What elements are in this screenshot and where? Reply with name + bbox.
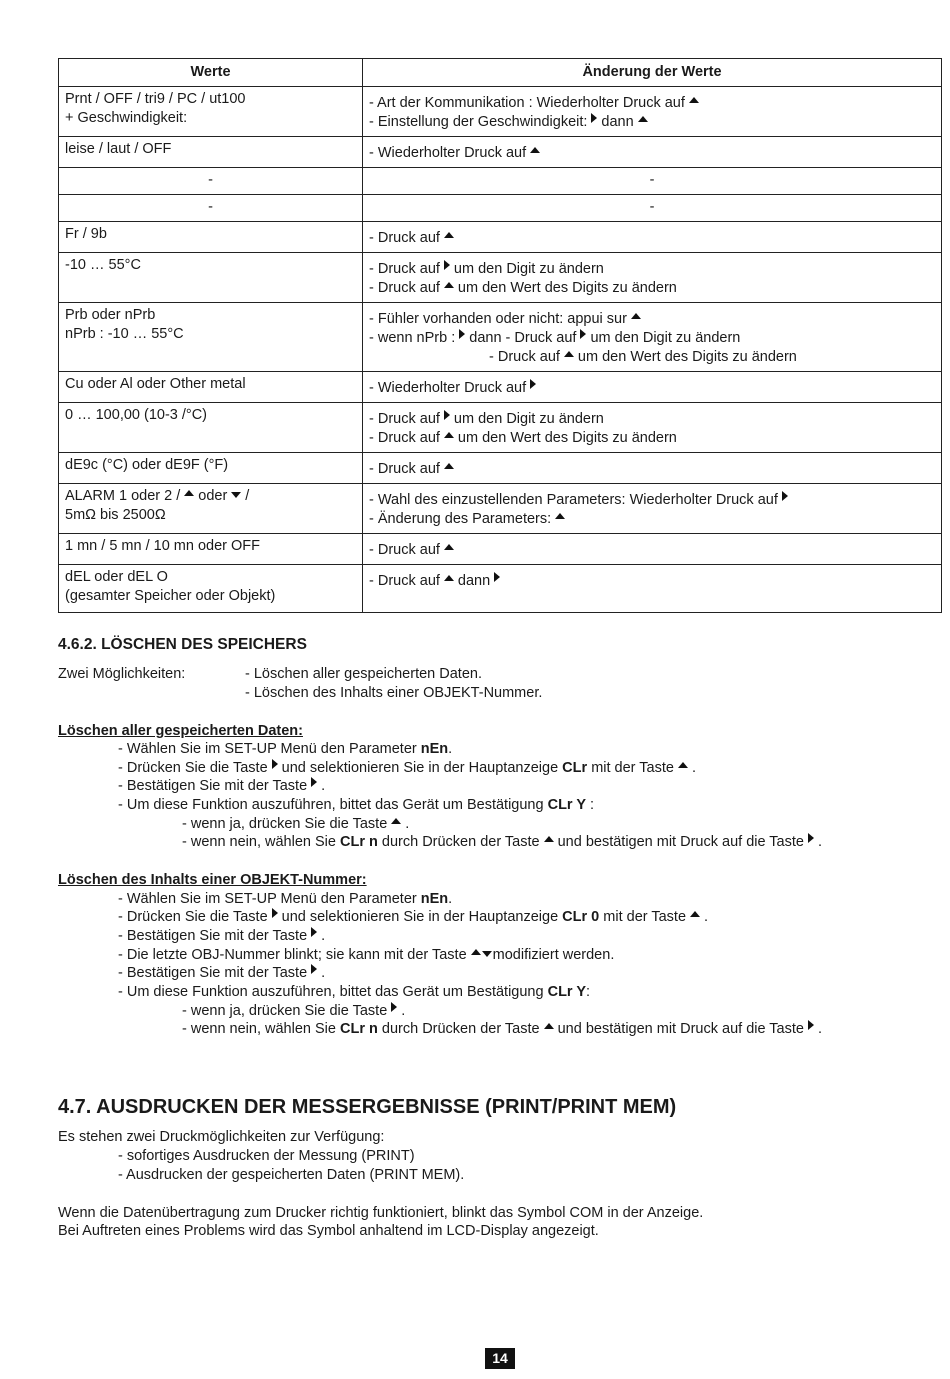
up-arrow-icon — [631, 313, 641, 319]
cell-line — [369, 348, 935, 367]
cell-text: 5mΩ bis 2500Ω — [65, 507, 166, 523]
cell-line — [369, 329, 935, 348]
cell-text: - Wiederholter Druck auf — [369, 145, 527, 161]
step-line: - Um diese Funktion auszuführen, bittet das Gerät um Bestätigung CLr Y: — [118, 984, 591, 1000]
cell-aenderung — [363, 534, 942, 565]
up-arrow-icon — [544, 836, 554, 842]
cell-werte — [59, 195, 363, 222]
cell-werte — [59, 453, 363, 484]
cell-line — [369, 144, 935, 163]
up-arrow-icon — [444, 575, 454, 581]
up-arrow-icon — [564, 351, 574, 357]
cell-aenderung — [363, 222, 942, 253]
cell-aenderung — [363, 484, 942, 534]
cell-line — [369, 429, 935, 448]
right-arrow-icon — [391, 1002, 397, 1012]
paragraph: Bei Auftreten eines Problems wird das Symbol anhaltend im LCD-Display angezeigt. — [58, 1223, 599, 1239]
cell-text: oder — [198, 488, 228, 504]
cell-aenderung — [363, 303, 942, 372]
cell-text: um den Digit zu ändern — [453, 411, 604, 427]
list-item: - sofortiges Ausdrucken der Messung (PRINT) — [118, 1148, 415, 1164]
page-number: 14 — [485, 1348, 515, 1369]
cell-line: Prnt / OFF / tri9 / PC / ut100 — [65, 91, 246, 107]
table-row — [59, 484, 942, 534]
up-arrow-icon — [689, 97, 699, 103]
cell-aenderung — [363, 403, 942, 453]
right-arrow-icon — [444, 260, 450, 270]
up-arrow-icon — [444, 282, 454, 288]
up-arrow-icon — [444, 432, 454, 438]
cell-line — [369, 113, 935, 132]
up-arrow-icon — [444, 463, 454, 469]
cell-werte — [59, 222, 363, 253]
cell-text: - Einstellung der Geschwindigkeit: — [369, 114, 588, 130]
right-arrow-icon — [808, 1020, 814, 1030]
cell-line — [369, 510, 935, 529]
table-row — [59, 403, 942, 453]
cell-line — [369, 572, 935, 591]
step-subline: - wenn ja, drücken Sie die Taste . — [182, 1003, 406, 1019]
cell-line — [369, 460, 935, 479]
table-body — [59, 87, 942, 613]
up-arrow-icon — [391, 818, 401, 824]
right-arrow-icon — [591, 113, 597, 123]
right-arrow-icon — [494, 572, 500, 582]
right-arrow-icon — [272, 908, 278, 918]
cell-text: - Druck auf — [369, 411, 440, 427]
down-arrow-icon — [231, 492, 241, 498]
cell-text: - Druck auf — [369, 573, 440, 589]
cell-text: - Druck auf — [369, 280, 440, 296]
step-subline: - wenn ja, drücken Sie die Taste . — [182, 816, 410, 832]
cell-werte — [59, 403, 363, 453]
step-line: - Die letzte OBJ-Nummer blinkt; sie kann mit der Taste modifiziert werden. — [118, 947, 615, 963]
table-row — [59, 253, 942, 303]
cell-aenderung — [363, 253, 942, 303]
up-arrow-icon — [690, 911, 700, 917]
up-arrow-icon — [444, 232, 454, 238]
cell-text: dann — [601, 114, 634, 130]
cell-line: Prb oder nPrb — [65, 307, 156, 323]
right-arrow-icon — [580, 329, 586, 339]
cell-line: - — [208, 199, 213, 215]
step-line: - Wählen Sie im SET-UP Menü den Parameter nEn. — [118, 741, 453, 757]
down-arrow-icon — [482, 951, 492, 957]
right-arrow-icon — [311, 777, 317, 787]
table-row — [59, 222, 942, 253]
up-arrow-icon — [544, 1023, 554, 1029]
cell-line: 0 … 100,00 (10-3 /°C) — [65, 407, 208, 423]
cell-werte — [59, 137, 363, 168]
table-row — [59, 137, 942, 168]
cell-text: - — [649, 199, 655, 215]
cell-werte — [59, 168, 363, 195]
cell-werte — [59, 565, 363, 613]
cell-aenderung — [363, 565, 942, 613]
step-line: - Drücken Sie die Taste und selektionieren Sie in der Hauptanzeige CLr mit der Taste . — [118, 760, 696, 776]
cell-werte — [59, 484, 363, 534]
cell-line — [369, 279, 935, 298]
up-arrow-icon — [678, 762, 688, 768]
step-subline: - wenn nein, wählen Sie CLr n durch Drücken der Taste und bestätigen mit Druck auf die Taste . — [182, 1021, 822, 1037]
cell-text: - Druck auf — [369, 542, 440, 558]
cell-line — [369, 310, 935, 329]
up-arrow-icon — [530, 147, 540, 153]
up-arrow-icon — [638, 116, 648, 122]
up-arrow-icon — [184, 490, 194, 496]
table-row — [59, 303, 942, 372]
column-header-aenderung: Änderung der Werte — [363, 59, 942, 87]
cell-text: - Druck auf — [369, 430, 440, 446]
cell-line: 1 mn / 5 mn / 10 mn oder OFF — [65, 538, 261, 554]
right-arrow-icon — [808, 833, 814, 843]
cell-text: um den Digit zu ändern — [590, 330, 741, 346]
cell-aenderung — [363, 372, 942, 403]
cell-line: -10 … 55°C — [65, 257, 141, 273]
cell-line: nPrb : -10 … 55°C — [65, 326, 184, 342]
right-arrow-icon — [530, 379, 536, 389]
paragraph: Es stehen zwei Druckmöglichkeiten zur Verfügung: — [58, 1129, 385, 1145]
table-header-row — [59, 59, 942, 87]
section-title-4-6-2: 4.6.2. LÖSCHEN DES SPEICHERS — [58, 636, 307, 653]
cell-text: dann — [457, 573, 491, 589]
step-line: - Um diese Funktion auszuführen, bittet das Gerät um Bestätigung CLr Y : — [118, 797, 595, 813]
cell-line — [369, 229, 935, 248]
cell-line — [369, 198, 935, 217]
cell-line: Cu oder Al oder Other metal — [65, 376, 246, 392]
step-subline: - wenn nein, wählen Sie CLr n durch Drücken der Taste und bestätigen mit Druck auf die Taste . — [182, 834, 822, 850]
cell-text: - Druck auf — [369, 261, 440, 277]
right-arrow-icon — [782, 491, 788, 501]
cell-aenderung — [363, 168, 942, 195]
table-row — [59, 565, 942, 613]
option-item: - Löschen aller gespeicherten Daten. — [245, 666, 482, 682]
list-item: - Ausdrucken der gespeicherten Daten (PRINT MEM). — [118, 1167, 465, 1183]
cell-text: - Art der Kommunikation : Wiederholter Druck auf — [369, 95, 685, 111]
cell-line — [369, 410, 935, 429]
cell-werte — [59, 253, 363, 303]
cell-text: - Wiederholter Druck auf — [369, 380, 527, 396]
cell-line: dE9c (°C) oder dE9F (°F) — [65, 457, 229, 473]
cell-aenderung — [363, 195, 942, 222]
table-row — [59, 87, 942, 137]
cell-line: - — [208, 172, 213, 188]
cell-text: um den Wert des Digits zu ändern — [577, 349, 797, 365]
step-line: - Wählen Sie im SET-UP Menü den Parameter nEn. — [118, 891, 453, 907]
cell-line — [369, 94, 935, 113]
cell-werte — [59, 87, 363, 137]
cell-text: - Wahl des einzustellenden Parameters: Wiederholter Druck auf — [369, 492, 778, 508]
right-arrow-icon — [272, 759, 278, 769]
subheading-delete-all: Löschen aller gespeicherten Daten: — [58, 723, 303, 739]
cell-text: ALARM 1 oder 2 / — [65, 488, 181, 504]
cell-werte — [59, 534, 363, 565]
column-header-werte: Werte — [59, 59, 363, 87]
section-title-4-7: 4.7. AUSDRUCKEN DER MESSERGEBNISSE (PRINT/PRINT MEM) — [58, 1096, 677, 1118]
cell-text: um den Digit zu ändern — [453, 261, 604, 277]
table-row — [59, 372, 942, 403]
right-arrow-icon — [311, 964, 317, 974]
subheading-delete-object: Löschen des Inhalts einer OBJEKT-Nummer: — [58, 872, 367, 888]
cell-text: dann - Druck auf — [469, 330, 577, 346]
right-arrow-icon — [311, 927, 317, 937]
table-row — [59, 534, 942, 565]
cell-aenderung — [363, 87, 942, 137]
cell-line — [369, 260, 935, 279]
cell-line: (gesamter Speicher oder Objekt) — [65, 588, 276, 604]
step-line: - Bestätigen Sie mit der Taste . — [118, 778, 326, 794]
cell-line: Fr / 9b — [65, 226, 107, 242]
cell-text: / — [245, 488, 250, 504]
cell-aenderung — [363, 137, 942, 168]
cell-line — [369, 171, 935, 190]
cell-line — [65, 506, 356, 525]
cell-text: um den Wert des Digits zu ändern — [457, 430, 677, 446]
up-arrow-icon — [555, 513, 565, 519]
cell-text: - wenn nPrb : — [369, 330, 456, 346]
cell-text: - Druck auf — [369, 461, 440, 477]
up-arrow-icon — [471, 949, 481, 955]
cell-line: dEL oder dEL O — [65, 569, 168, 585]
up-arrow-icon — [444, 544, 454, 550]
cell-line — [369, 541, 935, 560]
cell-text: - Druck auf — [489, 349, 560, 365]
cell-werte — [59, 372, 363, 403]
cell-text: um den Wert des Digits zu ändern — [457, 280, 677, 296]
cell-text: - Fühler vorhanden oder nicht: appui sur — [369, 311, 627, 327]
cell-line — [65, 487, 356, 506]
cell-text: - Druck auf — [369, 230, 440, 246]
cell-text: - Änderung des Parameters: — [369, 511, 552, 527]
cell-line: + Geschwindigkeit: — [65, 110, 188, 126]
paragraph: Wenn die Datenübertragung zum Drucker richtig funktioniert, blinkt das Symbol COM in der Anzeige. — [58, 1205, 704, 1221]
option-item: - Löschen des Inhalts einer OBJEKT-Nummer. — [245, 685, 543, 701]
table-row — [59, 195, 942, 222]
right-arrow-icon — [459, 329, 465, 339]
parameter-table — [58, 58, 942, 613]
cell-aenderung — [363, 453, 942, 484]
cell-line — [369, 379, 935, 398]
cell-line: leise / laut / OFF — [65, 141, 172, 157]
step-line: - Drücken Sie die Taste und selektionieren Sie in der Hauptanzeige CLr 0 mit der Taste . — [118, 909, 709, 925]
cell-line — [369, 491, 935, 510]
step-line: - Bestätigen Sie mit der Taste . — [118, 928, 326, 944]
cell-werte — [59, 303, 363, 372]
table-row — [59, 453, 942, 484]
cell-text: - — [649, 172, 655, 188]
step-line: - Bestätigen Sie mit der Taste . — [118, 965, 326, 981]
right-arrow-icon — [444, 410, 450, 420]
table-row — [59, 168, 942, 195]
options-label: Zwei Möglichkeiten: — [58, 666, 186, 682]
